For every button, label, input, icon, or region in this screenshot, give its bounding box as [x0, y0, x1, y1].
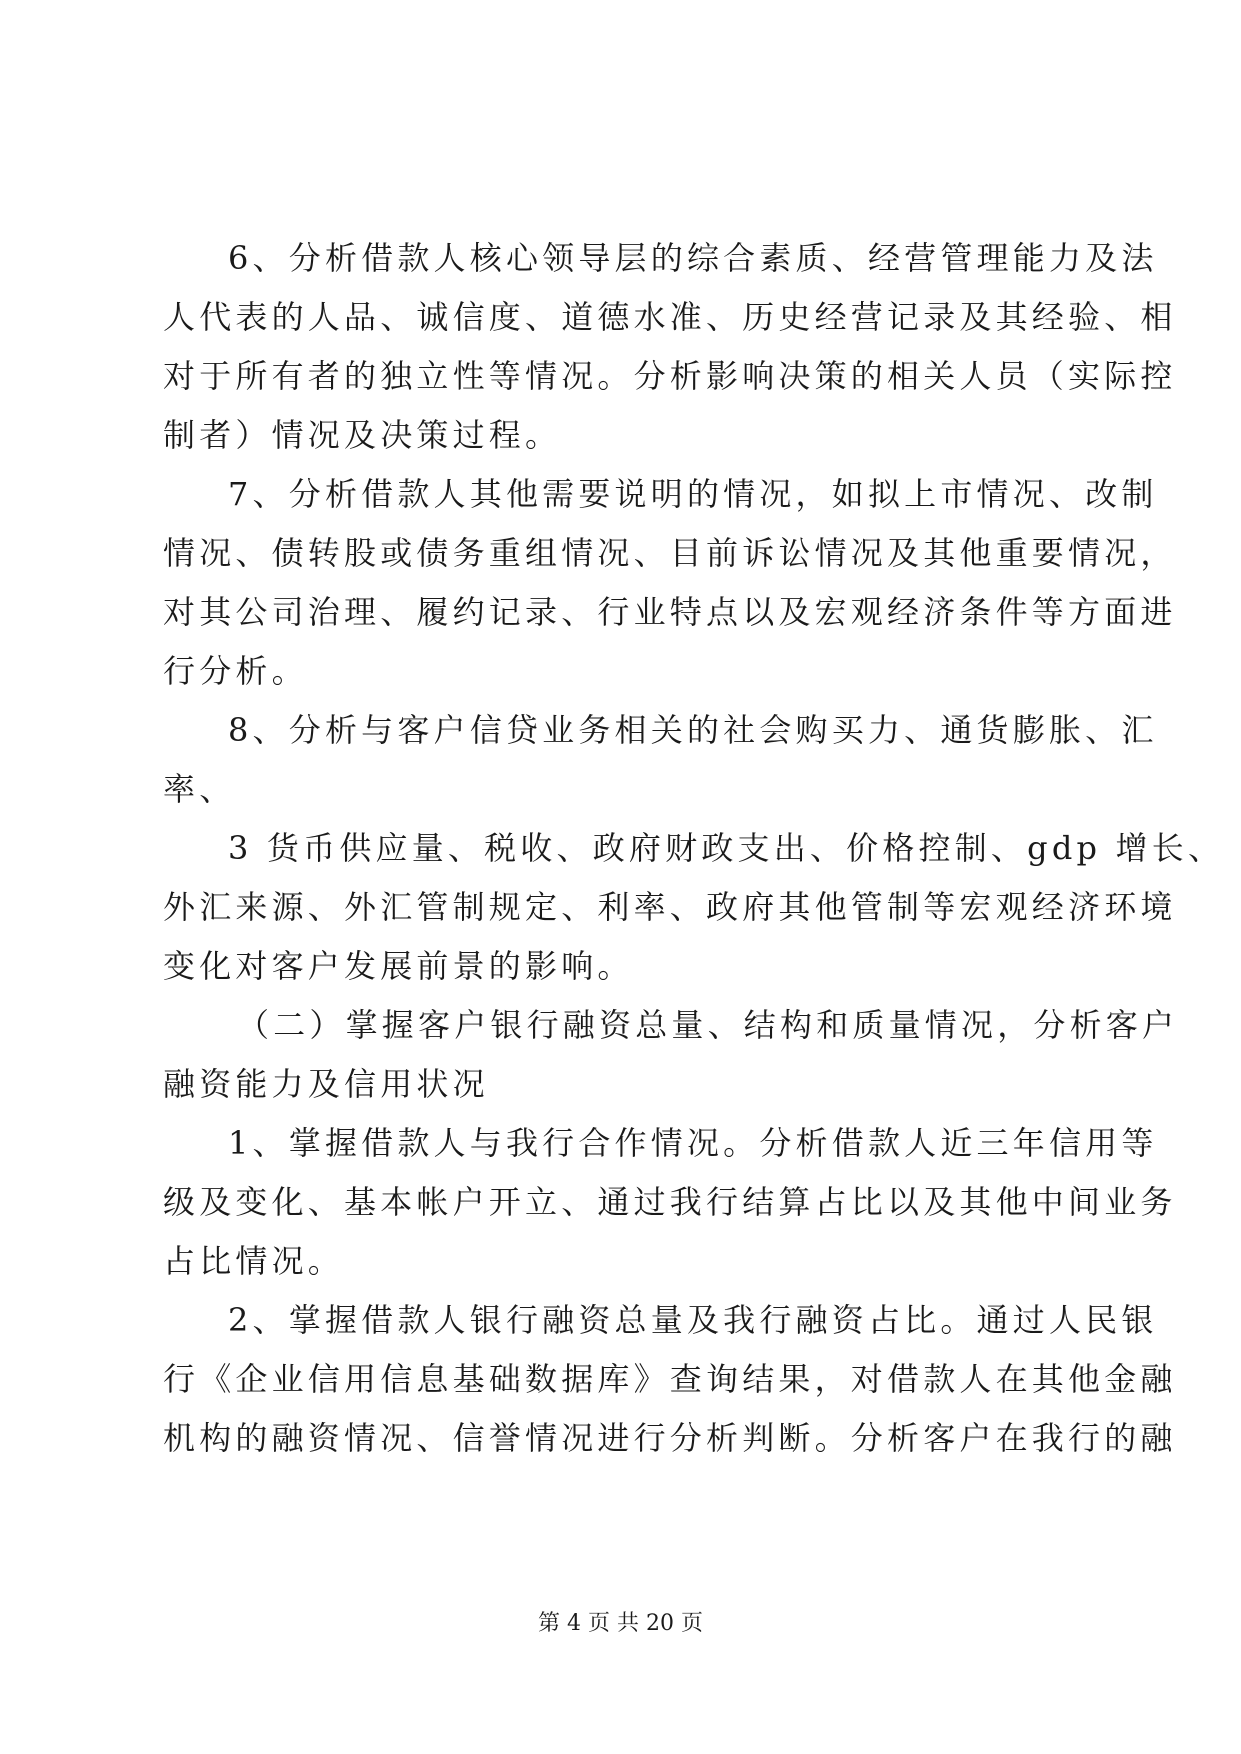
- paragraph-line: 1、掌握借款人与我行合作情况。分析借款人近三年信用等: [228, 1124, 1158, 1162]
- paragraph-line: 占比情况。: [163, 1242, 345, 1280]
- section-heading-line: 融资能力及信用状况: [163, 1065, 489, 1103]
- paragraph-line: 行分析。: [163, 652, 308, 690]
- paragraph-line: 情况、债转股或债务重组情况、目前诉讼情况及其他重要情况，: [163, 534, 1177, 572]
- paragraph-line: 人代表的人品、诚信度、道德水准、历史经营记录及其经验、相: [163, 298, 1177, 336]
- section-heading-line: （二）掌握客户银行融资总量、结构和质量情况，分析客户: [237, 1006, 1179, 1044]
- paragraph-line: 行《企业信用信息基础数据库》查询结果，对借款人在其他金融: [163, 1360, 1177, 1398]
- page-number-footer: 第 4 页 共 20 页: [538, 1611, 703, 1636]
- paragraph-line: 率、: [163, 770, 236, 808]
- paragraph-line: 3 货币供应量、税收、政府财政支出、价格控制、gdp 增长、: [228, 829, 1225, 867]
- paragraph-line: 变化对客户发展前景的影响。: [163, 947, 634, 985]
- paragraph-line: 6、分析借款人核心领导层的综合素质、经营管理能力及法: [228, 239, 1158, 277]
- paragraph-line: 2、掌握借款人银行融资总量及我行融资占比。通过人民银: [228, 1301, 1158, 1339]
- paragraph-line: 7、分析借款人其他需要说明的情况，如拟上市情况、改制: [228, 475, 1158, 513]
- paragraph-line: 级及变化、基本帐户开立、通过我行结算占比以及其他中间业务: [163, 1183, 1177, 1221]
- paragraph-line: 制者）情况及决策过程。: [163, 416, 562, 454]
- paragraph-line: 8、分析与客户信贷业务相关的社会购买力、通货膨胀、汇: [228, 711, 1158, 749]
- paragraph-line: 机构的融资情况、信誉情况进行分析判断。分析客户在我行的融: [163, 1419, 1177, 1457]
- paragraph-line: 对其公司治理、履约记录、行业特点以及宏观经济条件等方面进: [163, 593, 1177, 631]
- paragraph-line: 对于所有者的独立性等情况。分析影响决策的相关人员（实际控: [163, 357, 1177, 395]
- paragraph-line: 外汇来源、外汇管制规定、利率、政府其他管制等宏观经济环境: [163, 888, 1177, 926]
